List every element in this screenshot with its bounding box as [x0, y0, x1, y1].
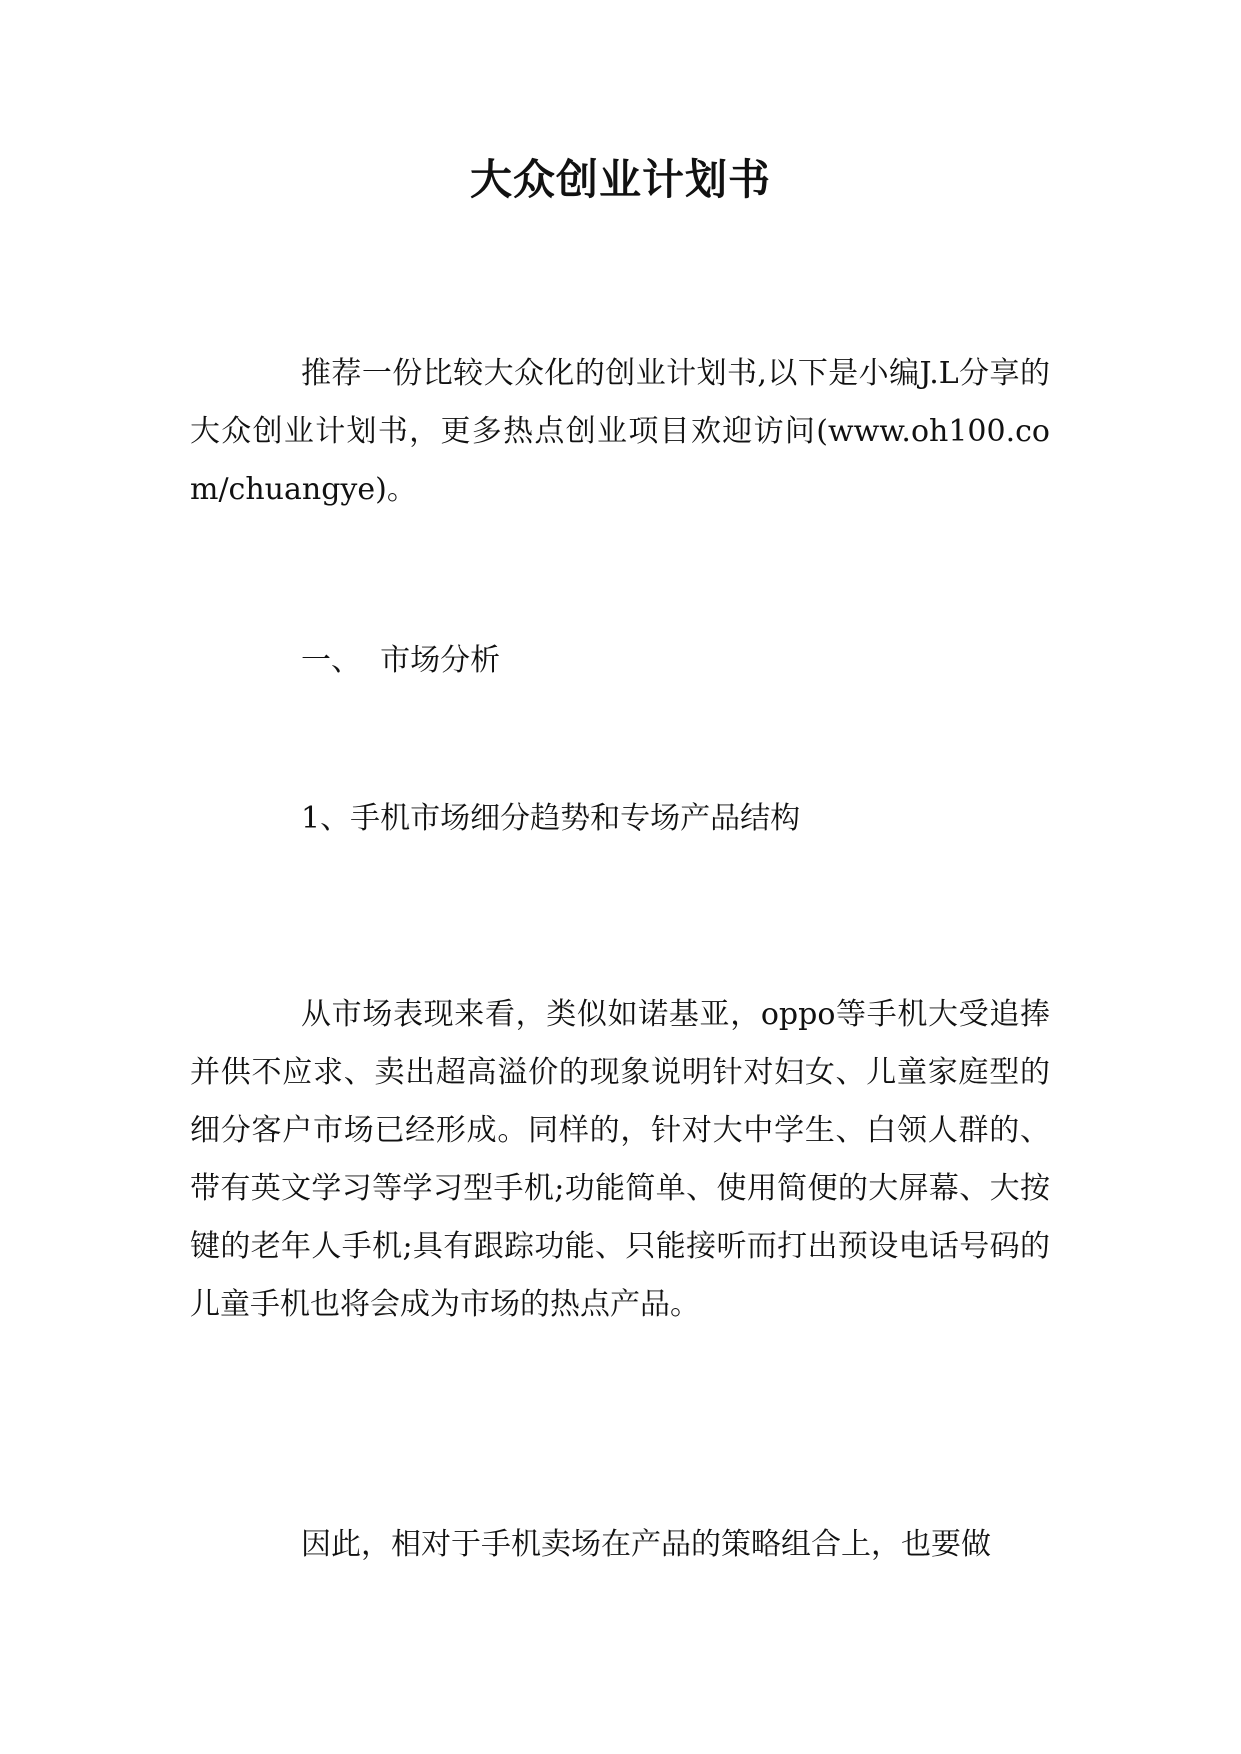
subsection-heading-phone-market: 1、手机市场细分趋势和专场产品结构	[301, 801, 801, 836]
body-paragraph: 从市场表现来看，类似如诺基亚，oppo等手机大受追捧并供不应求、卖出超高溢价的现象说明针对妇女、儿童家庭型的细分客户市场已经形成。同样的，针对大中学生、白领人群的、带有英文学习等学习型手机;功能简单、使用简便的大屏幕、大按键的老年人手机;具有跟踪功能、只能接听而打出预设电话号码的儿童手机也将会成为市场的热点产品。	[190, 997, 1050, 1322]
body-paragraph-continued: 因此，相对于手机卖场在产品的策略组合上，也要做	[301, 1527, 991, 1562]
document-title: 大众创业计划书	[469, 155, 771, 204]
section-heading-market-analysis: 一、 市场分析	[301, 643, 501, 678]
intro-paragraph: 推荐一份比较大众化的创业计划书,以下是小编J.L分享的大众创业计划书，更多热点创业项目欢迎访问(www.oh100.com/chuangye)。	[190, 356, 1050, 507]
